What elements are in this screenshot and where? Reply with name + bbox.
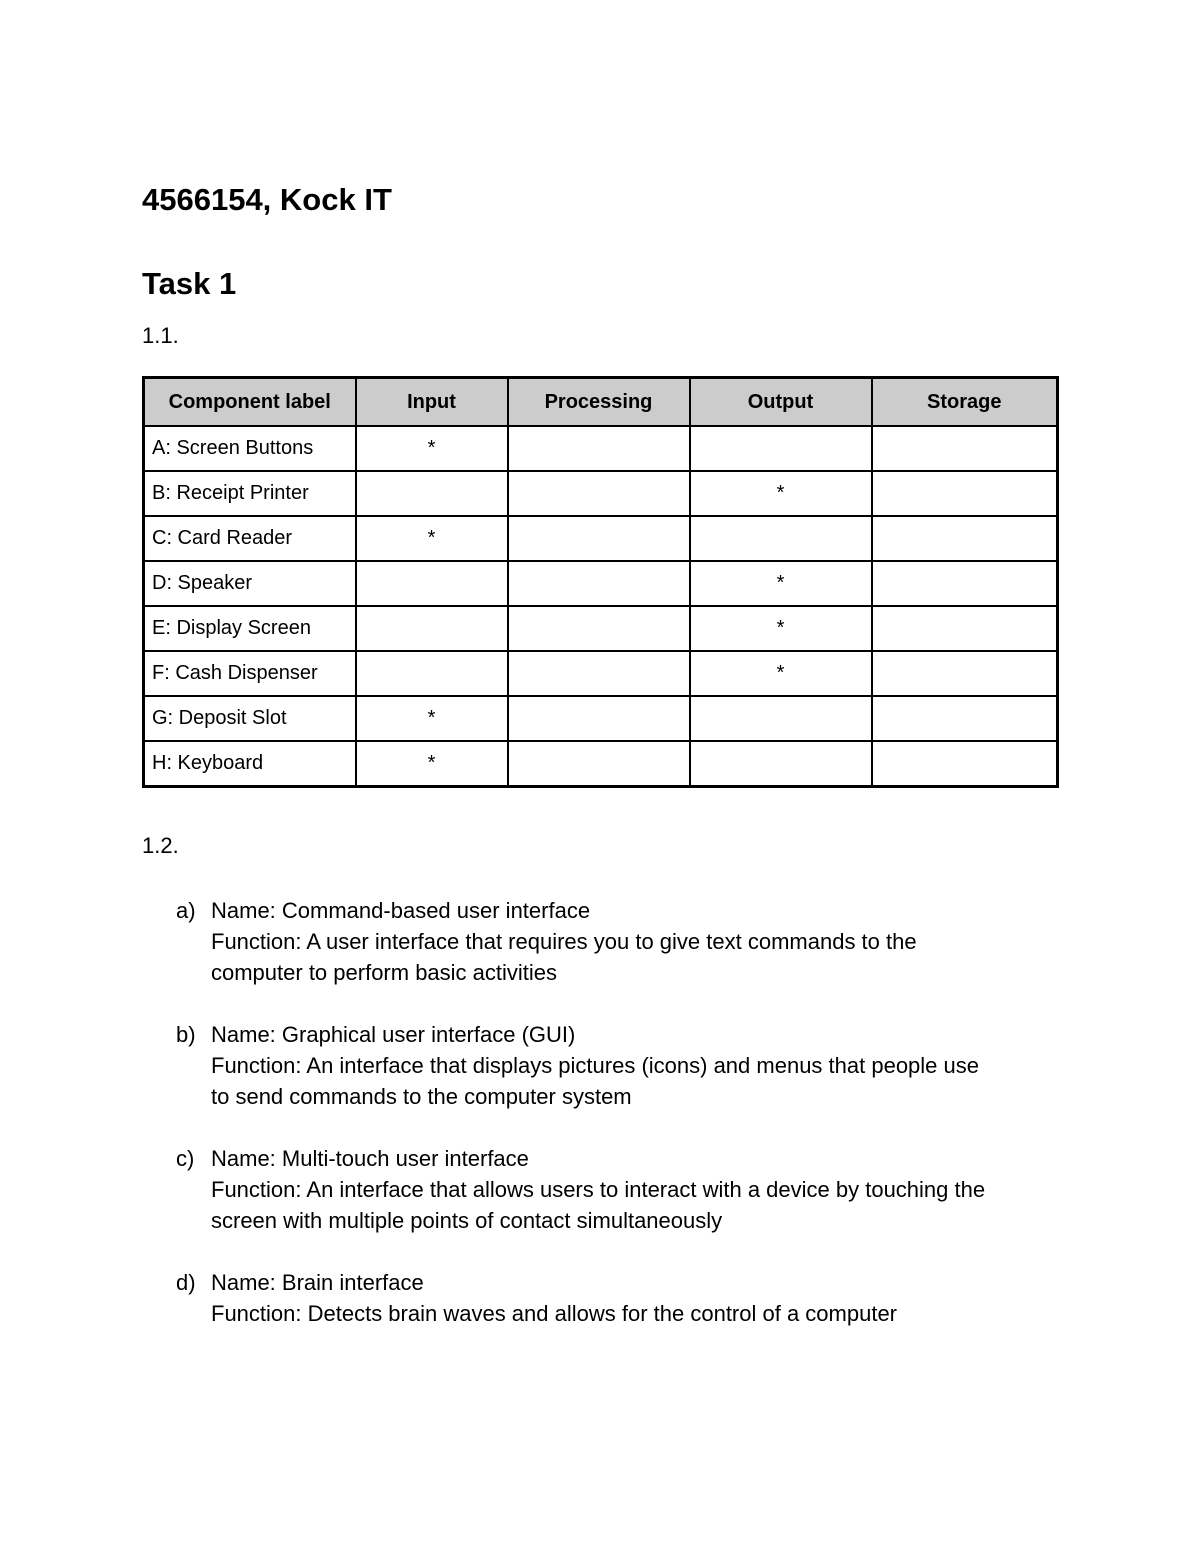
table-row — [144, 606, 1058, 651]
output-mark-cell — [690, 426, 872, 471]
component-label-cell: H: Keyboard — [144, 741, 356, 787]
task-heading: Task 1 — [142, 266, 237, 301]
table-row — [144, 516, 1058, 561]
interface-function-line: computer to perform basic activities — [211, 960, 558, 985]
output-mark-cell — [690, 696, 872, 741]
interface-name: Name: Multi-touch user interface — [211, 1146, 529, 1171]
processing-mark-cell — [508, 516, 690, 561]
interface-name: Name: Graphical user interface (GUI) — [211, 1022, 576, 1047]
storage-mark-cell — [872, 606, 1058, 651]
header-component-label: Component label — [144, 378, 356, 427]
processing-mark-cell — [508, 741, 690, 787]
list-item — [142, 895, 1062, 988]
list-marker: d) — [176, 1270, 196, 1295]
table-row — [144, 426, 1058, 471]
component-classification-table — [142, 376, 1059, 788]
input-mark-cell: * — [356, 426, 508, 471]
header-output: Output — [690, 378, 872, 427]
processing-mark-cell — [508, 426, 690, 471]
output-mark-cell: * — [690, 471, 872, 516]
processing-mark-cell — [508, 471, 690, 516]
output-mark-cell: * — [690, 651, 872, 696]
table-row — [144, 741, 1058, 787]
section-number-1-1: 1.1. — [142, 323, 179, 348]
table-row — [144, 696, 1058, 741]
component-label-cell: E: Display Screen — [144, 606, 356, 651]
input-mark-cell: * — [356, 741, 508, 787]
table-row — [144, 561, 1058, 606]
storage-mark-cell — [872, 651, 1058, 696]
output-mark-cell: * — [690, 561, 872, 606]
interface-name: Name: Brain interface — [211, 1270, 424, 1295]
header-processing: Processing — [508, 378, 690, 427]
input-mark-cell — [356, 561, 508, 606]
interface-function-line: Function: An interface that allows users to interact with a device by touching the — [211, 1177, 986, 1202]
storage-mark-cell — [872, 516, 1058, 561]
section-number-1-2: 1.2. — [142, 833, 179, 858]
component-label-cell: D: Speaker — [144, 561, 356, 606]
input-mark-cell: * — [356, 516, 508, 561]
processing-mark-cell — [508, 651, 690, 696]
input-mark-cell — [356, 471, 508, 516]
list-item — [142, 1267, 1062, 1329]
input-mark-cell: * — [356, 696, 508, 741]
header-input: Input — [356, 378, 508, 427]
interfaces-list — [142, 895, 1062, 1360]
list-item — [142, 1143, 1062, 1236]
processing-mark-cell — [508, 606, 690, 651]
interface-function-line: screen with multiple points of contact simultaneously — [211, 1208, 723, 1233]
document-title: 4566154, Kock IT — [142, 182, 392, 217]
storage-mark-cell — [872, 471, 1058, 516]
output-mark-cell — [690, 741, 872, 787]
interface-function-line: Function: A user interface that requires you to give text commands to the — [211, 929, 917, 954]
component-label-cell: B: Receipt Printer — [144, 471, 356, 516]
table-row — [144, 651, 1058, 696]
component-label-cell: G: Deposit Slot — [144, 696, 356, 741]
list-marker: c) — [176, 1146, 195, 1171]
storage-mark-cell — [872, 561, 1058, 606]
storage-mark-cell — [872, 741, 1058, 787]
input-mark-cell — [356, 651, 508, 696]
component-label-cell: F: Cash Dispenser — [144, 651, 356, 696]
storage-mark-cell — [872, 696, 1058, 741]
output-mark-cell — [690, 516, 872, 561]
table-header-row — [144, 378, 1058, 427]
list-marker: a) — [176, 898, 196, 923]
output-mark-cell: * — [690, 606, 872, 651]
component-label-cell: A: Screen Buttons — [144, 426, 356, 471]
list-item — [142, 1019, 1062, 1112]
interface-function-line: Function: Detects brain waves and allows for the control of a computer — [211, 1301, 898, 1326]
component-label-cell: C: Card Reader — [144, 516, 356, 561]
list-marker: b) — [176, 1022, 196, 1047]
header-storage: Storage — [872, 378, 1058, 427]
processing-mark-cell — [508, 696, 690, 741]
interface-name: Name: Command-based user interface — [211, 898, 591, 923]
processing-mark-cell — [508, 561, 690, 606]
interface-function-line: Function: An interface that displays pictures (icons) and menus that people use — [211, 1053, 979, 1078]
table-row — [144, 471, 1058, 516]
input-mark-cell — [356, 606, 508, 651]
storage-mark-cell — [872, 426, 1058, 471]
interface-function-line: to send commands to the computer system — [211, 1084, 632, 1109]
